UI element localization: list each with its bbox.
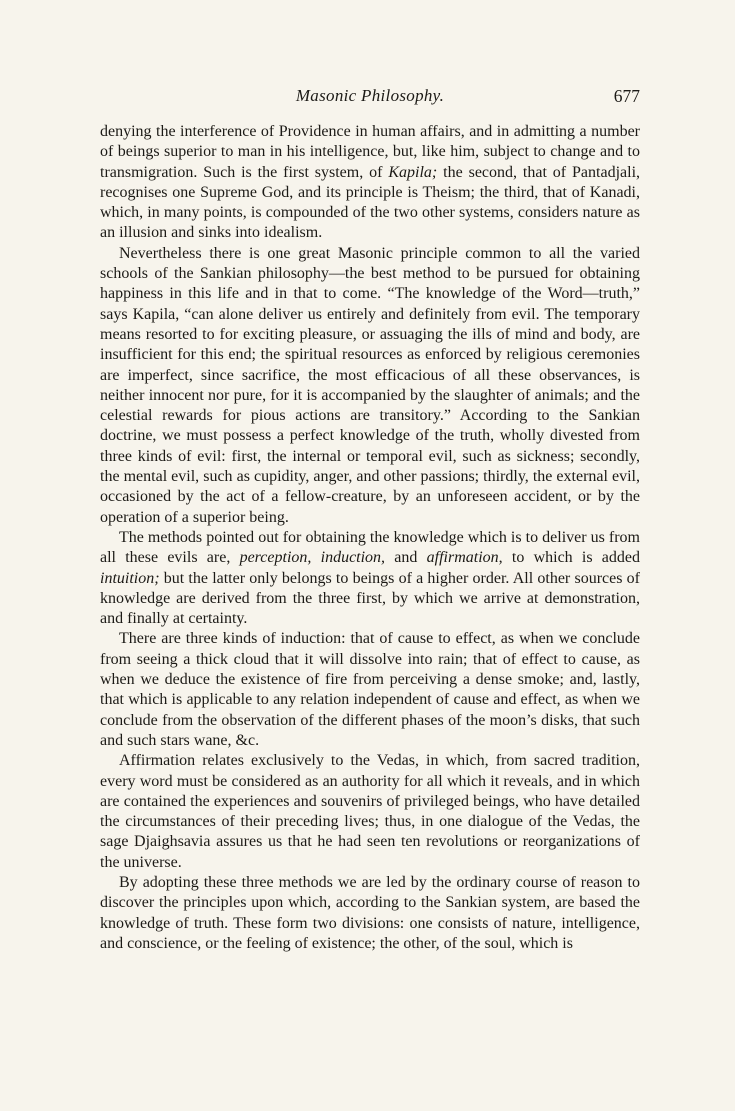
text-run: but the latter only belongs to beings of a higher order. All other sources of knowledge are derived from the three first, by which we arrive at demonstration, and finally at certainty.	[100, 569, 640, 628]
italic-run: intuition;	[100, 569, 160, 587]
italic-run: affirmation,	[426, 549, 503, 567]
text-run: denying the interference of Providence in human affairs, and in admitting a number of beings superior to man in his intelligence, but, like him, subject to change and to transmigration. Such is the first system, of	[100, 123, 640, 181]
running-title: Masonic Philosophy.	[295, 86, 445, 105]
paragraph-6	[100, 873, 640, 954]
body-text	[100, 122, 640, 954]
paragraph-3	[100, 528, 640, 629]
text-run: The methods pointed out for obtaining the knowledge which is to deliver us from all these evils are,	[100, 528, 640, 567]
text-run: the second, that of Pantadjali, recognises one Supreme God, and its principle is Theism; the third, that of Kanadi, which, in many points, is compounded of the two other systems, considers nature as an illusion and sinks into idealism.	[100, 163, 641, 242]
paragraph-2	[100, 244, 640, 528]
paragraph-1	[100, 122, 640, 244]
text-run: and	[385, 549, 427, 567]
page-number: 677	[613, 86, 640, 106]
paragraph-4	[100, 629, 640, 751]
text-run: Affirmation relates exclusively to the Vedas, in which, from sacred tradition, every word must be considered as an authority for all which it reveals, and in which are contained the experiences and souvenirs of privileged beings, who have detailed the circumstances of their preceding lives; thus, in one dialogue of the Vedas, the sage Djaighsavia assures us that he had seen ten revolutions or reorganizations of the universe.	[100, 752, 640, 871]
text-run: There are three kinds of induction: that of cause to effect, as when we conclude from seeing a thick cloud that it will dissolve into rain; that of effect to cause, as when we deduce the existence of fire from perceiving a dense smoke; and, lastly, that which is applicable to any relation independent of cause and effect, as when we conclude from the observation of the different phases of the moon’s disks, that such and such stars wane, &c.	[100, 630, 640, 749]
italic-run: perception, induction,	[239, 549, 386, 567]
text-run: Nevertheless there is one great Masonic principle common to all the varied schools of the Sankian philosophy—the best method to be pursued for obtaining happiness in this life and in that to come. “The knowledge of the Word—truth,” says Kapila, “can alone deliver us entirely and definitely from evil. The temporary means resorted to for exciting pleasure, or assuaging the ills of mind and body, are insufficient for this end; the spiritual resources as enforced by religious ceremonies are imperfect, since sacrifice, the most efficacious of all these observances, is neither innocent nor pure, for it is accompanied by the slaughter of animals; and the celestial rewards for pious actions are transitory.” According to the Sankian doctrine, we must possess a perfect knowledge of the truth, wholly divested from three kinds of evil: first, the internal or temporal evil, such as sickness; secondly, the mental evil, such as cupidity, anger, and other passions; thirdly, the external evil, occasioned by the act of a fellow-creature, by an unforeseen accident, or by the operation of a superior being.	[100, 244, 640, 526]
page-header	[100, 86, 640, 110]
text-run: By adopting these three methods we are led by the ordinary course of reason to discover the principles upon which, according to the Sankian system, are based the knowledge of truth. These form two divisions: one consists of nature, intelligence, and conscience, or the feeling of existence; the other, of the soul, which is	[100, 873, 640, 952]
italic-run: Kapila;	[388, 163, 438, 181]
text-run: to which is added	[502, 549, 641, 567]
paragraph-5	[100, 751, 640, 873]
